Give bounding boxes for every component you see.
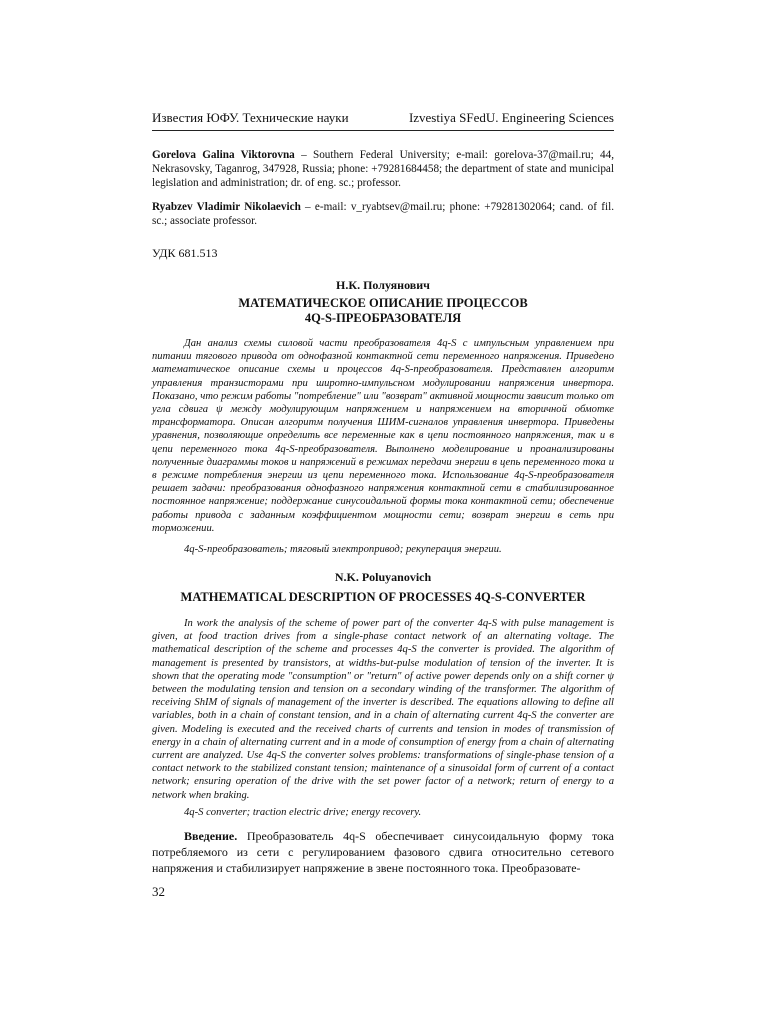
page-number: 32 <box>152 884 165 899</box>
ru-abstract: Дан анализ схемы силовой части преобразователя 4q-S с импульсным управлением при питании тягового привода от однофазной контактной сети переменного напряжения. Приведено математическое описание схемы и процессов 4q-S-преобразователя. Представлен алгоритм управления транзисторами при широтно-импульсном модулировании напряжения инвертора. Показано, что режим работы "потребление" или "возврат" активной мощности зависит только от угла сдвига ψ между модулирующим напряжением и напряжением на вторичной обмотке трансформатора. Описан алгоритм получения ШИМ-сигналов управления инвертора. Приведены уравнения, позволяющие определить все переменные как в цепи постоянного напряжения, так и в цепи переменного тока 4q-S-преобразователя. Выполнено моделирование и проанализированы полученные диаграммы токов и напряжений в режимах передачи энергии в цепь переменного тока и в режиме потребления энергии из цепи переменного тока. Использование 4q-S-преобразователя решает задачи: преобразования однофазного напряжения контактной сети в стабилизированное постоянное напряжение; поддержание синусоидальной формы тока контактной сети; обеспечение работы привода с заданным коэффициентом мощности сети; возврат энергии в сеть при торможении. <box>152 338 614 534</box>
intro-heading: Введение. <box>184 829 238 843</box>
udk-code: УДК 681.513 <box>152 246 218 260</box>
author-details: – Southern Federal University; e-mail: gorelova-37@mail.ru; 44, Nekrasovsky, Taganrog, 347928, Russia; phone: +79281684458; the department of state and municipal legislation and administration; dr. of eng. sc.; professor. <box>152 149 614 190</box>
author-entry <box>152 148 614 191</box>
author-name: Gorelova Galina Viktorovna <box>152 149 295 161</box>
ru-author: Н.К. Полуянович <box>336 278 430 292</box>
en-title: MATHEMATICAL DESCRIPTION OF PROCESSES 4Q-S-CONVERTER <box>180 590 586 604</box>
en-author: N.K. Poluyanovich <box>334 570 432 584</box>
running-header <box>152 110 614 131</box>
header-journal-en: Izvestiya SFedU. Engineering Sciences <box>408 110 614 125</box>
introduction-paragraph <box>152 828 614 876</box>
en-keywords: 4q-S converter; traction electric drive; energy recovery. <box>184 807 422 818</box>
author-entry <box>152 200 614 228</box>
ru-keywords: 4q-S-преобразователь; тяговый электропривод; рекуперация энергии. <box>184 544 502 555</box>
author-info-block <box>152 148 614 237</box>
en-abstract: In work the analysis of the scheme of power part of the converter 4q-S with pulse management is given, at food traction drives from a single-phase contact network of an alternating voltage. The mathematical description of the scheme and processes 4q-S the converter is provided. The algorithm of management is presented by transistors, at widths-but-pulse modulation of tension of the inverter. It is shown that the operating mode "consumption" or "return" of active power depends only on a shift corner ψ between the modulating tension and tension on a secondary winding of the transformer. The algorithm of receiving ShIM of signals of management of the inverter is described. The equations allowing to define all variables, both in a chain of constant tension, and in a chain of alternating current 4q-S the converter are given. Modeling is executed and the received charts of currents and tension in modes of transmission of energy in a chain of alternating current and in a mode of consumption of energy from a chain of alternating current are analyzed. Use 4q-S the converter solves problems: transformations of single-phase tension of a contact network to the stabilized constant tension; maintenance of a sinusoidal form of current of a contact network; ensuring operation of the drive with the set power factor of a network; return of energy to a network when braking. <box>152 618 614 801</box>
ru-title-line-2: 4Q-S-ПРЕОБРАЗОВАТЕЛЯ <box>304 311 462 325</box>
author-details: – e-mail: v_ryabtsev@mail.ru; phone: +79281302064; cand. of fil. sc.; associate professor. <box>152 200 614 227</box>
ru-title <box>152 296 614 326</box>
header-journal-ru: Известия ЮФУ. Технические науки <box>152 110 349 125</box>
ru-title-line-1: МАТЕМАТИЧЕСКОЕ ОПИСАНИЕ ПРОЦЕССОВ <box>238 296 528 310</box>
intro-text: Преобразователь 4q-S обеспечивает синусоидальную форму тока потребляемого из сети с регулированием фазового сдвига относительно сетевого напряжения и стабилизирует напряжение в звене постоянного тока. Преобразовате- <box>152 829 614 875</box>
author-name: Ryabzev Vladimir Nikolaevich <box>152 200 301 213</box>
